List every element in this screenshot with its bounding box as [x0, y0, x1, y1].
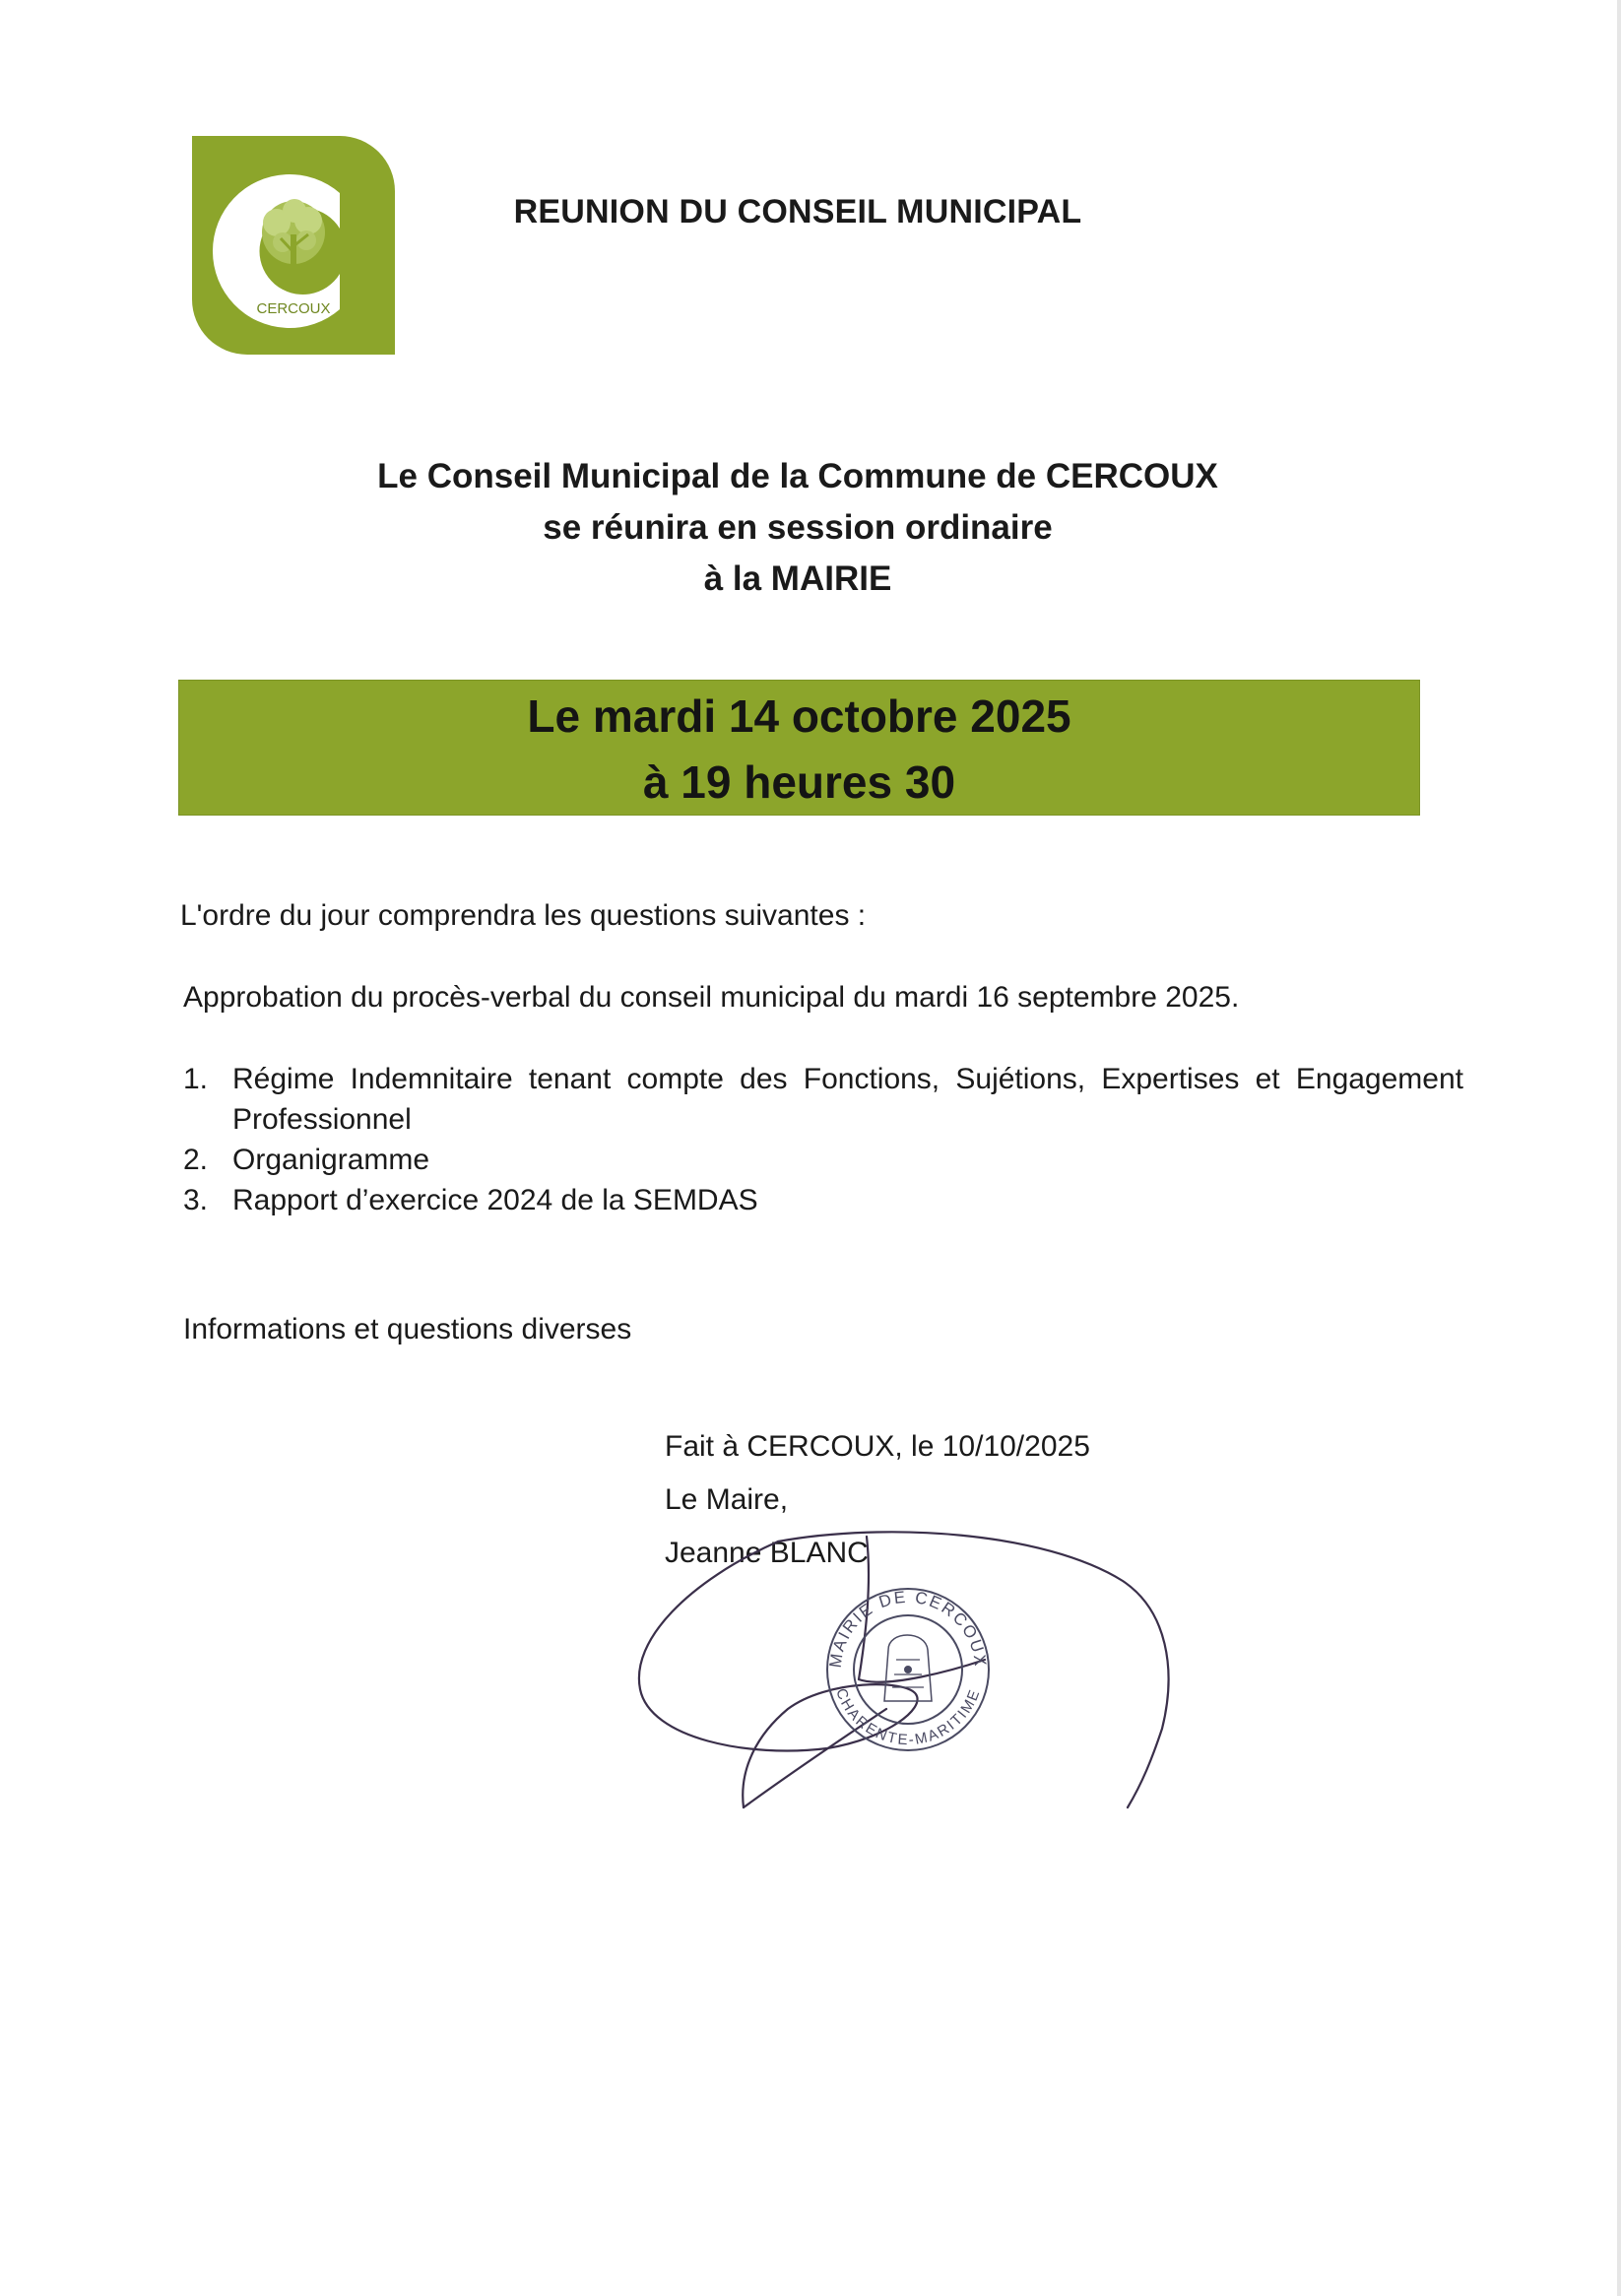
page-title: REUNION DU CONSEIL MUNICIPAL	[513, 193, 1082, 230]
list-item	[183, 1059, 1463, 1140]
meeting-date: Le mardi 14 octobre 2025	[527, 690, 1071, 742]
logo-label: CERCOUX	[256, 300, 331, 317]
page-edge	[1617, 0, 1621, 2296]
misc-questions: Informations et questions diverses	[183, 1313, 632, 1345]
svg-text:CHARENTE-MARITIME	[832, 1686, 984, 1748]
place-date: Fait à CERCOUX, le 10/10/2025	[665, 1430, 1090, 1463]
meeting-time: à 19 heures 30	[642, 756, 956, 808]
item-text: Rapport d’exercice 2024 de la SEMDAS	[232, 1184, 758, 1216]
stamp-text-bottom: CHARENTE-MARITIME	[832, 1685, 984, 1749]
mayor-name: Jeanne BLANC	[665, 1537, 869, 1569]
approval-item: Approbation du procès-verbal du conseil municipal du mardi 16 septembre 2025.	[183, 981, 1240, 1014]
item-text: Organigramme	[232, 1144, 430, 1176]
cercoux-logo	[192, 136, 395, 355]
municipal-stamp	[826, 1588, 991, 1750]
item-text: Régime Indemnitaire tenant compte des Fonctions, Sujétions, Expertises et Engagement	[232, 1063, 1463, 1095]
intro-block	[295, 451, 1300, 605]
list-item	[183, 1180, 1424, 1220]
item-text-continued: Professionnel	[232, 1103, 412, 1136]
agenda-intro: L'ordre du jour comprendra les questions suivantes :	[180, 899, 867, 932]
intro-line: se réunira en session ordinaire	[543, 508, 1053, 547]
stamp-text-top: MAIRIE DE CERCOUX	[825, 1587, 991, 1670]
mayor-role: Le Maire,	[665, 1483, 789, 1516]
agenda-list	[183, 1059, 1463, 1220]
item-number: 3.	[183, 1184, 209, 1216]
handwritten-signature	[639, 1532, 1169, 1807]
intro-line: à la MAIRIE	[703, 559, 892, 598]
svg-text:MAIRIE DE CERCOUX	[826, 1588, 991, 1670]
meeting-date-banner	[178, 680, 1420, 816]
item-number: 2.	[183, 1144, 209, 1176]
signature-and-stamp	[630, 1522, 1182, 1837]
list-item	[183, 1140, 1424, 1180]
intro-line: Le Conseil Municipal de la Commune de CERCOUX	[377, 457, 1218, 495]
item-number: 1.	[183, 1063, 209, 1095]
